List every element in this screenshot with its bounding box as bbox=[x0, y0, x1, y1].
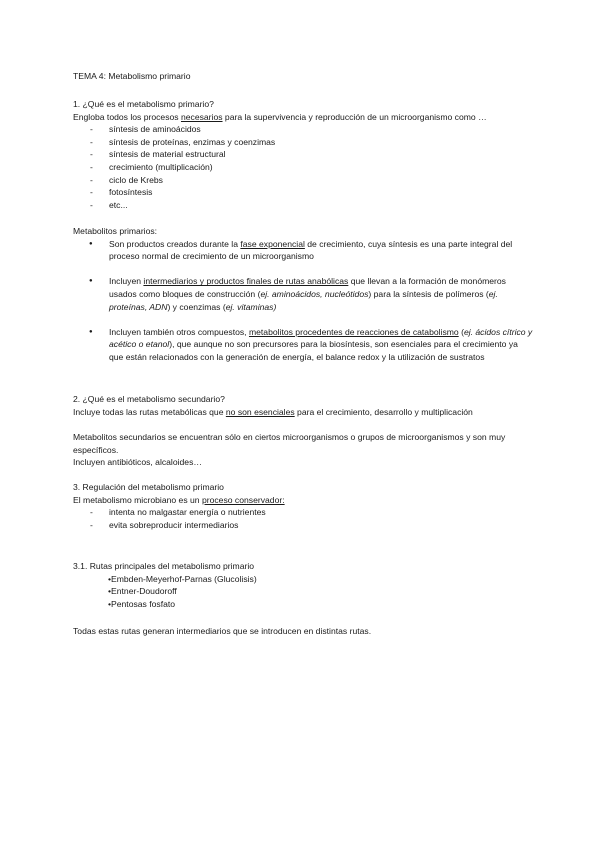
section-1 bbox=[73, 98, 533, 211]
list-item: - intenta no malgastar energía o nutrientes bbox=[73, 506, 533, 519]
section-2-paragraph bbox=[73, 431, 533, 469]
section-2 bbox=[73, 393, 533, 418]
list-item: - fotosíntesis bbox=[73, 186, 533, 199]
closing-text: Todas estas rutas generan intermediarios que se introducen en distintas rutas. bbox=[73, 626, 372, 636]
primary-metabolites bbox=[73, 225, 533, 376]
list-item: - síntesis de proteínas, enzimas y coenzimas bbox=[73, 136, 533, 149]
list-item: • Embden-Meyerhof-Parnas (Glucolisis) bbox=[108, 573, 533, 586]
list-item: ● Son productos creados durante la fase exponencial de crecimiento, cuya síntesis es una parte integral del proceso normal de crecimiento de un microorganismo bbox=[73, 238, 533, 263]
secondary-metabolites-examples: Incluyen antibióticos, alcaloides… bbox=[73, 457, 202, 468]
list-item: • Pentosas fosfato bbox=[108, 598, 533, 611]
section-2-line: Incluye todas las rutas metabólicas que no son esenciales para el crecimiento, desarrollo y multiplicación bbox=[73, 406, 473, 417]
section-3-1-list bbox=[73, 573, 533, 611]
section-3 bbox=[73, 481, 533, 531]
section-3-1-heading: 3.1. Rutas principales del metabolismo primario bbox=[73, 561, 255, 571]
secondary-metabolites-text: Metabolitos secundarios se encuentran sólo en ciertos microorganismos o grupos de microorganismos y son muy específicos. bbox=[73, 432, 506, 455]
section-3-heading: 3. Regulación del metabolismo primario bbox=[73, 482, 224, 492]
list-item: - evita sobreproducir intermediarios bbox=[73, 519, 533, 532]
list-item: ● Incluyen también otros compuestos, metabolitos procedentes de reacciones de catabolismo (ej. ácidos cítrico y acético o etanol), que aunque no son precursores para la biosíntesis, son esenciales para el crecimiento ya que están relacionados con la generación de energía, el balance redox y la utilización de sustratos bbox=[73, 326, 533, 364]
list-item: • Entner-Doudoroff bbox=[108, 585, 533, 598]
list-item: - síntesis de aminoácidos bbox=[73, 123, 533, 136]
list-item: - crecimiento (multiplicación) bbox=[73, 161, 533, 174]
section-2-heading: 2. ¿Qué es el metabolismo secundario? bbox=[73, 394, 225, 404]
section-1-heading: 1. ¿Qué es el metabolismo primario? bbox=[73, 99, 214, 109]
section-3-line: El metabolismo microbiano es un proceso conservador: bbox=[73, 494, 285, 505]
list-item: - síntesis de material estructural bbox=[73, 148, 533, 161]
section-1-list bbox=[73, 123, 533, 211]
list-item: - etc... bbox=[73, 199, 533, 212]
document-title: TEMA 4: Metabolismo primario bbox=[73, 71, 191, 81]
list-item: - ciclo de Krebs bbox=[73, 174, 533, 187]
section-1-intro: Engloba todos los procesos necesarios para la supervivencia y reproducción de un microorganismo como … bbox=[73, 111, 487, 122]
list-item: ● Incluyen intermediarios y productos finales de rutas anabólicas que llevan a la formación de monómeros usados como bloques de construcción (ej. aminoácidos, nucleótidos) para la síntesis de polímeros (ej. proteínas, ADN) y coenzimas (ej. vitaminas) bbox=[73, 275, 533, 313]
primary-metabolites-label: Metabolitos primarios: bbox=[73, 226, 158, 236]
section-3-1 bbox=[73, 560, 533, 610]
section-3-list bbox=[73, 506, 533, 531]
primary-metabolites-list bbox=[73, 238, 533, 364]
